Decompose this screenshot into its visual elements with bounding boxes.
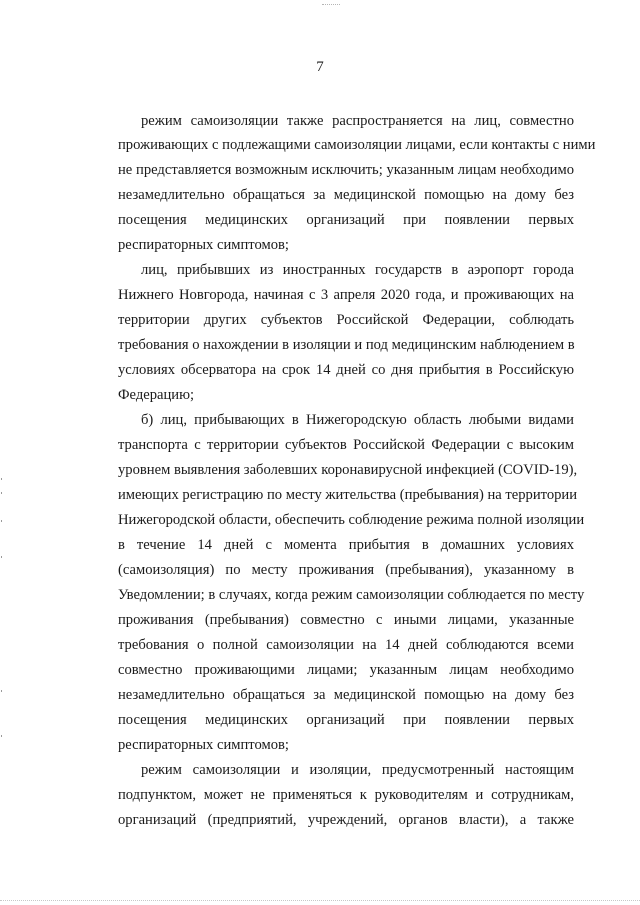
text-line: имеющих регистрацию по месту жительства (пребывания) на территории xyxy=(118,487,578,503)
page-number: 7 xyxy=(316,59,324,75)
text-line: транспорта с территории субъектов Российской Федерации с высоким xyxy=(118,437,574,453)
text-line: лиц, прибывших из иностранных государств в аэропорт города xyxy=(141,262,574,278)
text-line: Нижегородской области, обеспечить соблюдение режима полной изоляции xyxy=(118,512,585,528)
text-line: проживания (пребывания) совместно с иными лицами, указанные xyxy=(118,612,574,628)
text-line: режим самоизоляции также распространяется на лиц, совместно xyxy=(141,113,574,129)
text-line: организаций (предприятий, учреждений, органов власти), а также xyxy=(118,812,574,828)
text-line: территории других субъектов Российской Федерации, соблюдать xyxy=(118,312,574,328)
scan-artifact xyxy=(1,556,2,558)
text-line: требования о нахождении в изоляции и под медицинским наблюдением в xyxy=(118,337,575,353)
scan-artifact xyxy=(1,492,2,494)
text-line: не представляется возможным исключить; указанным лицам необходимо xyxy=(118,162,574,178)
scan-artifact xyxy=(0,899,640,901)
text-line: незамедлительно обращаться за медицинской помощью на дому без xyxy=(118,687,574,703)
text-line: Федерацию; xyxy=(118,387,195,403)
text-line: условиях обсерватора на срок 14 дней со дня прибытия в Российскую xyxy=(118,362,574,378)
scan-artifact xyxy=(1,478,2,480)
text-line: требования о полной самоизоляции на 14 дней соблюдаются всеми xyxy=(118,637,574,653)
text-line: режим самоизоляции и изоляции, предусмотренный настоящим xyxy=(141,762,574,778)
text-line: проживающих с подлежащими самоизоляции лицами, если контакты с ними xyxy=(118,137,596,153)
scan-artifact xyxy=(1,690,2,692)
text-line: незамедлительно обращаться за медицинской помощью на дому без xyxy=(118,187,574,203)
text-line: совместно проживающими лицами; указанным лицам необходимо xyxy=(118,662,574,678)
text-line: Нижнего Новгорода, начиная с 3 апреля 2020 года, и проживающих на xyxy=(118,287,574,303)
text-line: Уведомлении; в случаях, когда режим самоизоляции соблюдается по месту xyxy=(118,587,585,603)
text-line: посещения медицинских организаций при появлении первых xyxy=(118,212,574,228)
text-line: респираторных симптомов; xyxy=(118,737,289,753)
text-line: подпунктом, может не применяться к руководителям и сотрудникам, xyxy=(118,787,574,803)
text-line: уровнем выявления заболевших коронавирусной инфекцией (COVID-19), xyxy=(118,462,578,478)
text-line: респираторных симптомов; xyxy=(118,237,289,253)
scan-artifact xyxy=(1,735,2,737)
scan-artifact xyxy=(322,0,340,5)
text-line: (самоизоляция) по месту проживания (пребывания), указанному в xyxy=(118,562,574,578)
text-line: посещения медицинских организаций при появлении первых xyxy=(118,712,574,728)
scan-artifact xyxy=(1,520,2,522)
text-line: б) лиц, прибывающих в Нижегородскую область любыми видами xyxy=(141,412,574,428)
text-line: в течение 14 дней с момента прибытия в домашних условиях xyxy=(118,537,574,553)
